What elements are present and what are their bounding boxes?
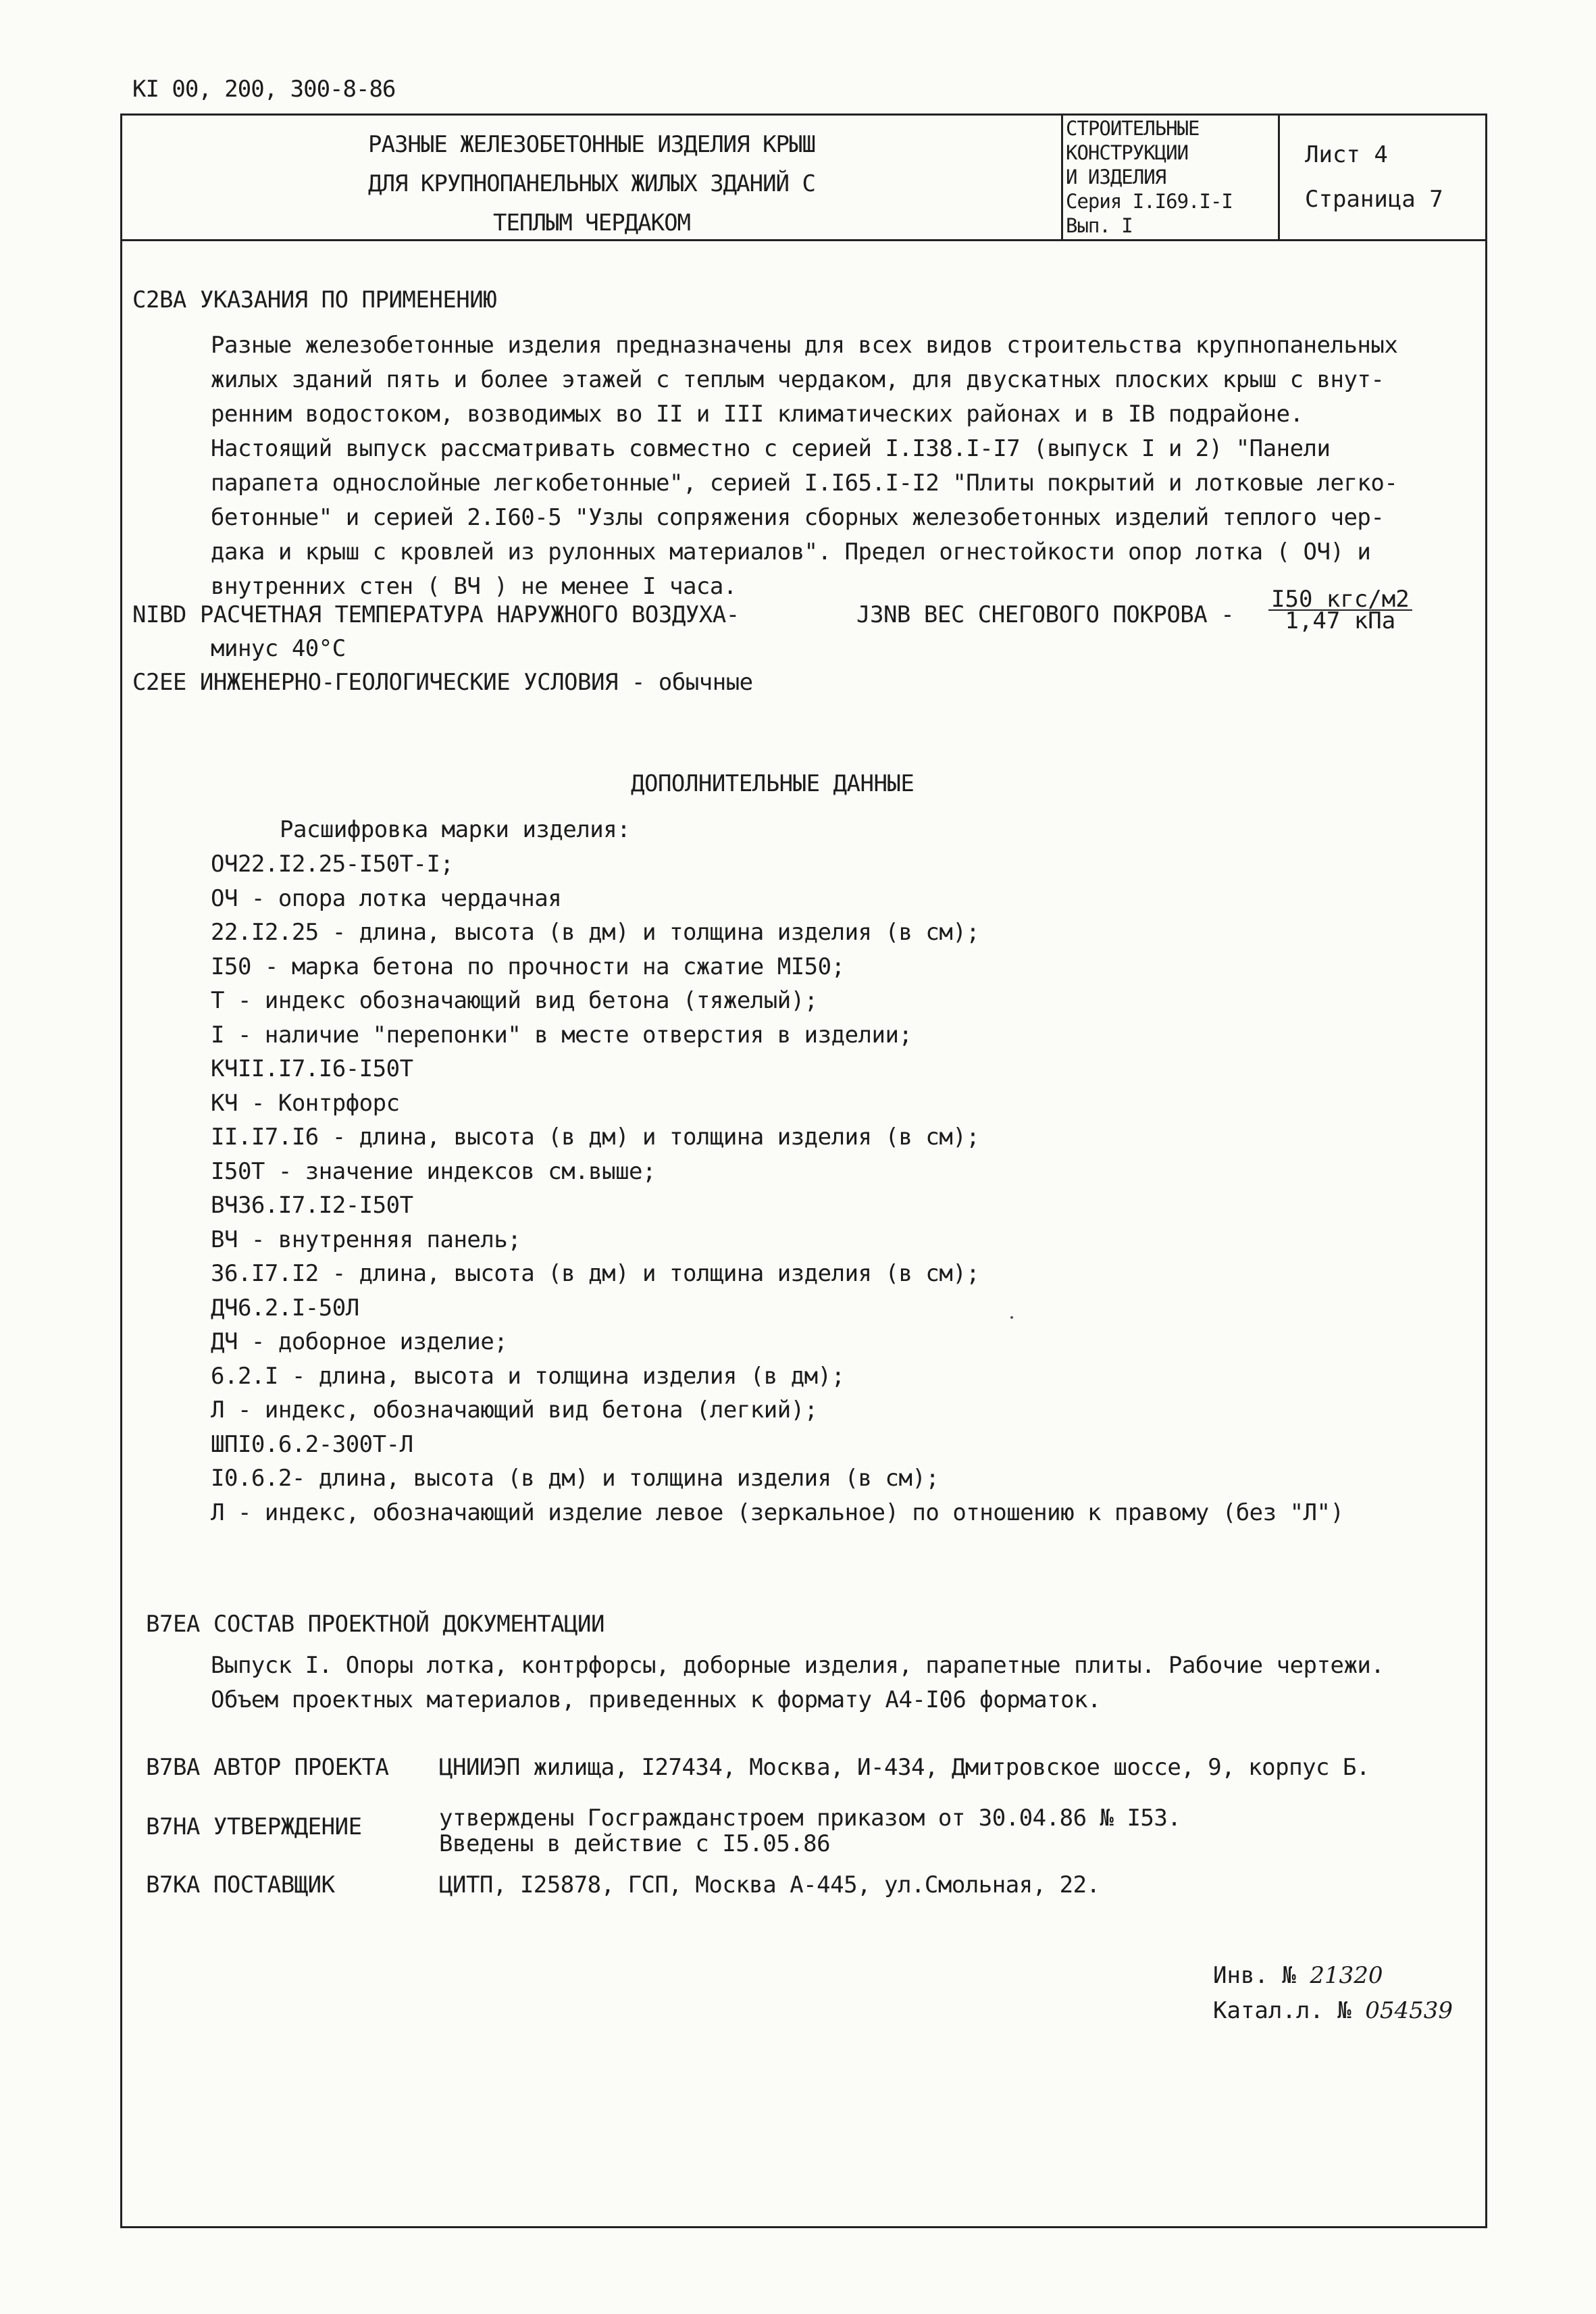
decoding-intro: Расшифровка марки изделия: [280,816,631,843]
decoding-line: ДЧ - доборное изделие; [211,1328,508,1355]
usage-line: Разные железобетонные изделия предназначены для всех видов строительства крупнопанельных [211,332,1398,359]
inventory-number [1213,1958,1453,1993]
inventory-value: 21320 [1310,1962,1383,1989]
document-title [122,116,1061,239]
composition-paragraph [211,1649,1384,1717]
temperature-code: NIBD [132,601,186,628]
inventory-block [1213,1958,1453,2028]
category-line: КОНСТРУКЦИИ [1066,141,1189,164]
supplier-code: B7KA [146,1871,200,1898]
snow-label: ВЕС СНЕГОВОГО ПОКРОВА - [923,601,1235,628]
page-number: Страница 7 [1305,186,1443,213]
category-line: СТРОИТЕЛЬНЫЕ [1066,117,1200,140]
approval-line: утверждены Госгражданстроем приказом от 30.04.86 № I53. [439,1805,1181,1832]
decoding-line: КЧII.I7.I6-I50Т [211,1055,413,1082]
usage-title: УКАЗАНИЯ ПО ПРИМЕНЕНИЮ [199,286,497,313]
decoding-line: I0.6.2- длина, высота (в дм) и толщина изделия (в см); [211,1465,939,1492]
decoding-line: ОЧ - опора лотка чердачная [211,884,562,912]
header-divider-left [1061,114,1063,241]
decoding-line: Т - индекс обозначающий вид бетона (тяжелый); [211,987,818,1014]
usage-heading [132,286,496,313]
usage-line: парапета однослойные легкобетонные", серией I.I65.I-I2 "Плиты покрытий и лотковые легко- [211,470,1398,497]
approval-line: Введены в действие с I5.05.86 [439,1830,831,1857]
catalog-number [1213,1993,1453,2028]
approval-title: УТВЕРЖДЕНИЕ [213,1813,362,1840]
decoding-list [211,847,1343,1530]
usage-code: C2BA [132,286,186,313]
approval-value [439,1805,1181,1857]
geology-row [132,669,753,696]
category-line: И ИЗДЕЛИЯ [1066,166,1166,188]
document-code: КI 00, 200, 300-8-86 [132,76,396,103]
snow-value-kpa: 1,47 кПа [1285,607,1396,634]
decoding-line: II.I7.I6 - длина, высота (в дм) и толщина изделия (в см); [211,1124,980,1151]
sheet-info [1305,132,1443,222]
sheet-number: Лист 4 [1305,141,1388,168]
decoding-line: ОЧ22.I2.25-I50Т-I; [211,851,454,878]
supplier-title: ПОСТАВЩИК [213,1871,335,1898]
decoding-line: ВЧ36.I7.I2-I50Т [211,1192,413,1219]
author-title: АВТОР ПРОЕКТА [213,1754,389,1781]
decoding-line: 6.2.I - длина, высота и толщина изделия (в дм); [211,1362,845,1390]
author-code: B7BA [146,1754,200,1781]
geology-label: ИНЖЕНЕРНО-ГЕОЛОГИЧЕСКИЕ УСЛОВИЯ - обычные [199,669,753,696]
usage-line: дака и крыш с кровлей из рулонных материалов". Предел огнестойкости опор лотка ( ОЧ) и [211,538,1371,565]
catalog-label: Катал.л. № [1213,1997,1352,2024]
decoding-line: Л - индекс, обозначающий вид бетона (легкий); [211,1397,818,1424]
usage-line: Настоящий выпуск рассматривать совместно с серией I.I38.I-I7 (выпуск I и 2) "Панели [211,435,1331,462]
decoding-line: КЧ - Контрфорс [211,1089,400,1117]
title-line: ДЛЯ КРУПНОПАНЕЛЬНЫХ ЖИЛЫХ ЗДАНИЙ С [368,170,815,197]
inventory-label: Инв. № [1213,1962,1296,1989]
geology-code: C2EE [132,669,186,696]
issue-number: Вып. I [1066,214,1133,237]
title-line: ТЕПЛЫМ ЧЕРДАКОМ [492,209,691,236]
snow-code: J3NB [856,601,910,628]
decoding-line: Л - индекс, обозначающий изделие левое (зеркальное) по отношению к правому (без "Л") [211,1499,1344,1526]
composition-line: Объем проектных материалов, приведенных к формату А4-I06 форматок. [211,1686,1102,1713]
title-line: РАЗНЫЕ ЖЕЛЕЗОБЕТОННЫЕ ИЗДЕЛИЯ КРЫШ [368,131,815,158]
temperature-value: минус 40°С [211,635,346,662]
usage-line: внутренних стен ( ВЧ ) не менее I часа. [211,573,737,600]
decoding-line: I - наличие "перепонки" в месте отверстия в изделии; [211,1021,912,1049]
snow-value [1268,586,1412,634]
temperature-row [132,601,740,628]
decoding-line: ДЧ6.2.I-50Л [211,1294,359,1322]
composition-line: Выпуск I. Опоры лотка, контрфорсы, доборные изделия, парапетные плиты. Рабочие чертежи. [211,1652,1385,1679]
catalog-value: 054539 [1365,1997,1453,2024]
decoding-line: I50 - марка бетона по прочности на сжатие МI50; [211,953,845,980]
usage-line: ренним водостоком, возводимых во II и III климатических районах и в IВ подрайоне. [211,401,1304,428]
composition-title: СОСТАВ ПРОЕКТНОЙ ДОКУМЕНТАЦИИ [213,1611,604,1638]
author-value: ЦНИИЭП жилища, I27434, Москва, И-434, Дмитровское шоссе, 9, корпус Б. [439,1754,1370,1781]
supplier-label [146,1871,335,1898]
author-label [146,1754,388,1781]
decoding-line: 36.I7.I2 - длина, высота (в дм) и толщина изделия (в см); [211,1260,980,1287]
series-number: Серия I.I69.I-I [1066,190,1233,213]
snow-row [856,601,1234,628]
supplier-value: ЦИТП, I25878, ГСП, Москва А-445, ул.Смольная, 22. [439,1871,1100,1898]
header-divider-right [1278,114,1280,241]
usage-line: жилых зданий пять и более этажей с теплым чердаком, для двускатных плоских крыш с внут- [211,366,1385,393]
decoding-line: ШПI0.6.2-300Т-Л [211,1430,413,1458]
decoding-line: I50Т - значение индексов см.выше; [211,1157,657,1185]
composition-code: B7EA [146,1611,200,1638]
speck [1010,1316,1013,1319]
temperature-label: РАСЧЕТНАЯ ТЕМПЕРАТУРА НАРУЖНОГО ВОЗДУХА- [199,601,740,628]
usage-line: бетонные" и серией 2.I60-5 "Узлы сопряжения сборных железобетонных изделий теплого чер- [211,504,1385,531]
extra-heading: ДОПОЛНИТЕЛЬНЫЕ ДАННЫЕ [631,770,915,797]
decoding-line: ВЧ - внутренняя панель; [211,1226,521,1253]
snow-value-kgs: I50 кгс/м2 [1268,589,1412,611]
composition-heading [146,1611,604,1638]
series-info [1066,116,1233,238]
usage-paragraph [211,328,1397,604]
decoding-line: 22.I2.25 - длина, высота (в дм) и толщина изделия (в см); [211,919,980,946]
approval-code: B7HA [146,1813,200,1840]
approval-label [146,1813,362,1840]
